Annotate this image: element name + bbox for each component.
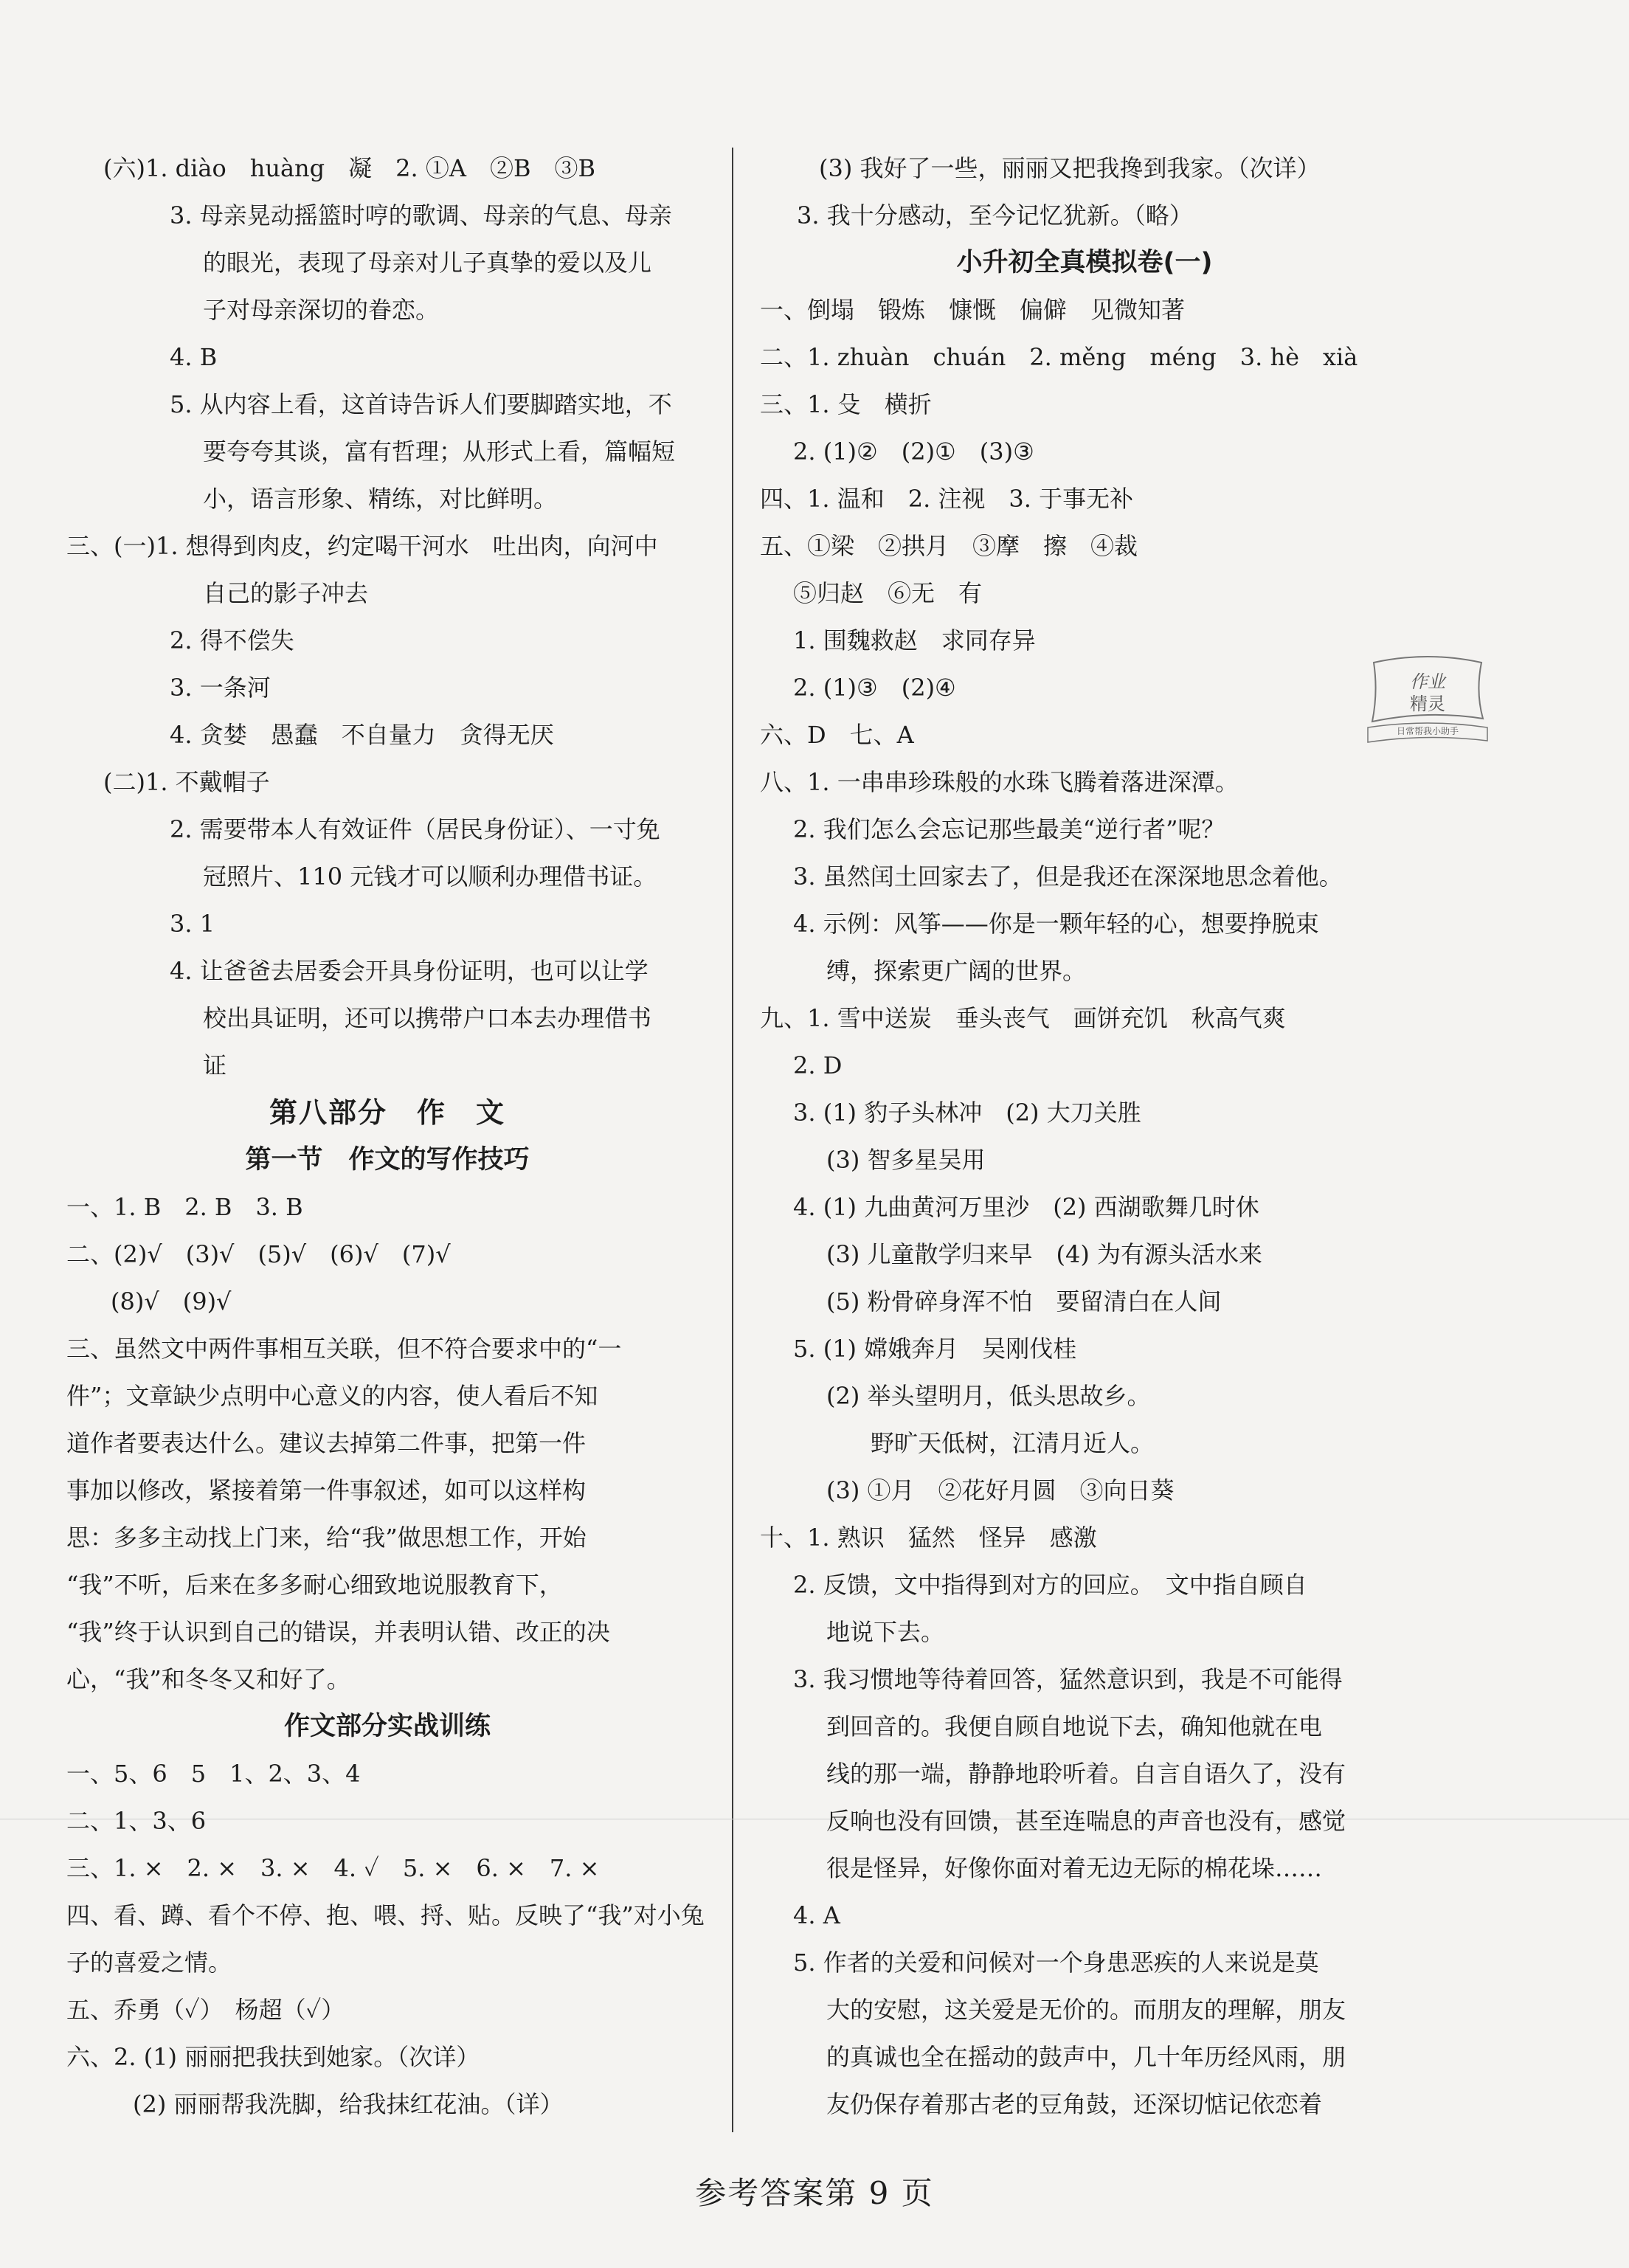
column-divider [732,148,733,2132]
answer-line: 很是怪异，好像你面对着无边无际的棉花垛…… [826,1854,1323,1882]
answer-line: 2. 反馈，文中指得到对方的回应。 文中指自顾自 [793,1571,1307,1599]
watermark-stamp [1365,648,1490,751]
answer-line: 一、5、6 5 1、2、3、4 [66,1760,361,1788]
answer-line: 子对母亲深切的眷恋。 [203,296,440,324]
answer-line: 证 [203,1051,227,1079]
answer-line: 八、1. 一串串珍珠般的水珠飞腾着落进深潭。 [760,768,1239,796]
answer-line: 四、看、蹲、看个不停、抱、喂、捋、贴。反映了“我”对小兔 [66,1901,705,1929]
answer-line: 四、1. 温和 2. 注视 3. 于事无补 [760,485,1134,513]
answer-line: 3. 一条河 [170,674,271,702]
answer-line: 道作者要表达什么。建议去掉第二件事，把第一件 [66,1429,587,1457]
answer-line: 的真诚也全在摇动的鼓声中，几十年历经风雨，朋 [826,2043,1346,2071]
answer-line: ⑤归赵 ⑥无 有 [793,579,983,607]
answer-line: 冠照片、110 元钱才可以顺利办理借书证。 [203,862,657,891]
part-heading: 第八部分 作 文 [269,1096,505,1129]
answer-line: 2. 我们怎么会忘记那些最美“逆行者”呢？ [793,815,1225,843]
answer-line: 缚，探索更广阔的世界。 [826,957,1087,985]
answer-line: 4. A [793,1901,840,1929]
answer-line: 线的那一端，静静地聆听着。自言自语久了，没有 [826,1760,1346,1788]
practice-heading: 作文部分实战训练 [283,1712,491,1741]
answer-line: 友仍保存着那古老的豆角鼓，还深切惦记依恋着 [826,2090,1323,2118]
answer-line: 反响也没有回馈，甚至连喘息的声音也没有，感觉 [826,1807,1346,1835]
answer-line: 2. 得不偿失 [170,626,294,654]
stamp-text: 作业 [1410,671,1445,692]
answer-line: 3. 我十分感动，至今记忆犹新。（略） [797,201,1193,229]
answer-line: 2. 需要带本人有效证件（居民身份证）、一寸免 [170,815,660,843]
answer-line: (3) 智多星吴用 [826,1146,986,1174]
answer-line: 3. 母亲晃动摇篮时哼的歌调、母亲的气息、母亲 [170,201,672,229]
answer-line: 小，语言形象、精练，对比鲜明。 [203,485,558,513]
exam-title: 小升初全真模拟卷(一) [956,248,1213,277]
answer-line: 十、1. 熟识 猛然 怪异 感激 [760,1524,1097,1552]
right-column [760,145,1409,2128]
answer-line: 一、1. B 2. B 3. B [66,1193,303,1221]
answer-line: (8)√ (9)√ [111,1287,232,1315]
answer-line: (2) 丽丽帮我洗脚，给我抹红花油。（详） [133,2090,564,2118]
answer-line: “我”终于认识到自己的错误，并表明认错、改正的决 [66,1618,610,1646]
answer-line: 3. 1 [170,910,215,938]
answer-line: 一、倒塌 锻炼 慷慨 偏僻 见微知著 [760,296,1186,324]
answer-line: 九、1. 雪中送炭 垂头丧气 画饼充饥 秋高气爽 [760,1004,1286,1032]
answer-line: 4. 让爸爸去居委会开具身份证明，也可以让学 [170,957,649,985]
answer-line: 4. B [170,343,218,371]
answer-line: 二、1、3、6 [66,1807,207,1835]
answer-line: 二、1. zhuàn chuán 2. měng méng 3. hè xià [760,343,1358,371]
answer-line: 4. (1) 九曲黄河万里沙 (2) 西湖歌舞几时休 [793,1193,1259,1221]
answer-line: 心，“我”和冬冬又和好了。 [66,1665,350,1693]
answer-line: (3) ①月 ②花好月圆 ③向日葵 [826,1476,1175,1504]
answer-line: 自己的影子冲去 [203,579,369,607]
answer-line: 六、2. (1) 丽丽把我扶到她家。（次详） [66,2043,480,2071]
answer-line: 二、(2)√ (3)√ (5)√ (6)√ (7)√ [66,1240,451,1268]
answer-line: 六、D 七、A [760,721,914,749]
answer-line: (5) 粉骨碎身浑不怕 要留清白在人间 [826,1287,1222,1315]
left-column [66,145,708,2128]
answer-line: 3. (1) 豹子头林冲 (2) 大刀关胜 [793,1099,1141,1127]
answer-line: 三、1. × 2. × 3. × 4. ✓ 5. × 6. × 7. × [66,1854,600,1882]
answer-line: 三、虽然文中两件事相互关联，但不符合要求中的“一 [66,1335,622,1363]
answer-line: 1. 围魏救赵 求同存异 [793,626,1036,654]
answer-line: 野旷天低树，江清月近人。 [871,1429,1155,1457]
answer-line: 到回音的。我便自顾自地说下去，确知他就在电 [826,1712,1323,1740]
answer-line: 三、(一)1. 想得到肉皮，约定喝干河水 吐出肉，向河中 [66,532,658,560]
stamp-text: 精灵 [1410,694,1445,714]
answer-line: 4. 贪婪 愚蠢 不自量力 贪得无厌 [170,721,554,749]
answer-line: 件”；文章缺少点明中心意义的内容，使人看后不知 [66,1382,598,1410]
answer-line: (二)1. 不戴帽子 [103,768,270,796]
answer-line: (2) 举头望明月，低头思故乡。 [826,1382,1151,1410]
answer-line: 5. 从内容上看，这首诗告诉人们要脚踏实地，不 [170,390,672,418]
answer-line: 三、1. 殳 横折 [760,390,932,418]
answer-line: 2. D [793,1051,843,1079]
answer-line: 五、①梁 ②拱月 ③摩 擦 ④裁 [760,532,1138,560]
answer-line: 5. 作者的关爱和问候对一个身患恶疾的人来说是莫 [793,1949,1319,1977]
page-footer: 参考答案第 9 页 [695,2175,934,2211]
section-heading: 第一节 作文的写作技巧 [245,1145,530,1175]
answer-line: 思：多多主动找上门来，给“我”做思想工作，开始 [66,1524,587,1552]
answer-line: (3) 儿童散学归来早 (4) 为有源头活水来 [826,1240,1263,1268]
answer-line: 2. (1)② (2)① (3)③ [793,438,1034,466]
answer-line: 5. (1) 嫦娥奔月 吴刚伐桂 [793,1335,1077,1363]
answer-line: “我”不听，后来在多多耐心细致地说服教育下， [66,1571,563,1599]
answer-line: 五、乔勇（✓） 杨超（✓） [66,1996,345,2024]
answer-line: 2. (1)③ (2)④ [793,674,956,702]
answer-line: 子的喜爱之情。 [66,1949,232,1977]
answer-line: 事加以修改，紧接着第一件事叙述，如可以这样构 [66,1476,587,1504]
answer-line: (3) 我好了一些，丽丽又把我搀到我家。（次详） [819,154,1321,182]
answer-line: 4. 示例：风筝——你是一颗年轻的心，想要挣脱束 [793,910,1319,938]
stamp-text: 日常帮我小助手 [1396,726,1459,736]
answer-line: 要夸夸其谈，富有哲理；从形式上看，篇幅短 [203,438,676,466]
answer-line: 大的安慰，这关爱是无价的。而朋友的理解，朋友 [826,1996,1346,2024]
answer-line: (六)1. diào huàng 凝 2. ①A ②B ③B [103,154,595,182]
answer-line: 3. 我习惯地等待着回答，猛然意识到，我是不可能得 [793,1665,1343,1693]
answer-line: 3. 虽然闰土回家去了，但是我还在深深地思念着他。 [793,862,1343,891]
answer-line: 地说下去。 [826,1618,945,1646]
answer-line: 的眼光，表现了母亲对儿子真挚的爱以及儿 [203,249,652,277]
answer-line: 校出具证明，还可以携带户口本去办理借书 [203,1004,652,1032]
